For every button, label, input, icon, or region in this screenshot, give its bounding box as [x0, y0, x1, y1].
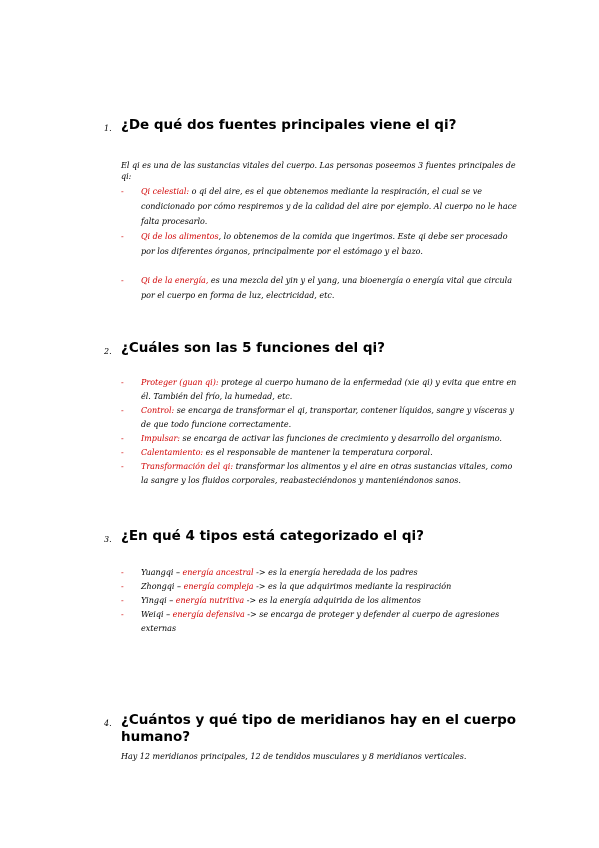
list-item-term: energía compleja	[183, 582, 254, 591]
list-item	[121, 608, 521, 635]
list-item-text: , lo obtenemos de la comida que ingerimos. Este qi debe ser procesado por los diferentes órganos, principalmente por el estómago y el bazo.	[141, 232, 508, 256]
list-item	[121, 460, 521, 487]
list-item-term: Impulsar:	[141, 434, 180, 443]
list-item-term: Qi de los alimentos	[141, 232, 219, 241]
list-item	[121, 566, 521, 580]
list-item-prefix: Yingqi –	[141, 596, 176, 605]
question-title: ¿De qué dos fuentes principales viene el qi?	[121, 117, 457, 133]
list-item-text: -> es la energía adquirida de los alimentos	[244, 596, 421, 605]
question-1-intro: El qi es una de las sustancias vitales del cuerpo. Las personas poseemos 3 fuentes principales de qi:	[121, 161, 516, 181]
list-item-text: protege al cuerpo humano de la enfermedad (xie qi) y evita que entre en él. También del frío, la humedad, etc.	[141, 378, 517, 401]
question-2	[104, 340, 524, 357]
question-title: ¿Cuántos y qué tipo de meridianos hay en el cuerpo humano?	[121, 712, 517, 745]
question-title: ¿Cuáles son las 5 funciones del qi?	[121, 340, 385, 356]
bullet-dash: -	[121, 434, 124, 443]
list-item-term: Proteger (guan qi):	[141, 378, 219, 387]
list-item	[121, 446, 521, 460]
list-item-term: Calentamiento:	[141, 448, 204, 457]
bullet-dash: -	[121, 187, 124, 196]
list-item-text: -> se encarga de proteger y defender al cuerpo de agresiones externas	[141, 610, 500, 633]
question-3	[104, 528, 524, 545]
list-item-text: se encarga de activar las funciones de crecimiento y desarrollo del organismo.	[179, 434, 502, 443]
list-item-text: es el responsable de mantener la temperatura corporal.	[203, 448, 433, 457]
list-item-text: o qi del aire, es el que obtenemos mediante la respiración, el cual se ve condicionado por cómo respiremos y de la calidad del aire por ejemplo. Al cuerpo no le hace falta procesarlo.	[141, 187, 517, 226]
list-item	[121, 229, 521, 259]
list-item	[121, 594, 521, 608]
bullet-dash: -	[121, 406, 124, 415]
list-item	[121, 376, 521, 403]
list-item-text: transformar los alimentos y el aire en otras sustancias vitales, como la sangre y los fluidos corporales, reabasteciéndonos y manteniéndonos sanos.	[141, 462, 513, 485]
question-4-answer: Hay 12 meridianos principales, 12 de tendidos musculares y 8 meridianos verticales.	[121, 752, 467, 761]
list-item-text: se encarga de transformar el qi, transportar, contener líquidos, sangre y vísceras y de que todo funcione correctamente.	[141, 406, 514, 429]
bullet-dash: -	[121, 378, 124, 387]
bullet-dash: -	[121, 448, 124, 457]
list-item-text: es una mezcla del yin y el yang, una bioenergía o energía vital que circula por el cuerpo en forma de luz, electricidad, etc.	[141, 276, 512, 300]
list-item	[121, 273, 521, 303]
question-number: 2.	[104, 347, 112, 356]
question-4	[104, 712, 524, 746]
bullet-dash: -	[121, 232, 124, 241]
question-number: 4.	[104, 719, 112, 728]
list-item-term: Control:	[141, 406, 175, 415]
list-item-text: -> es la energía heredada de los padres	[253, 568, 418, 577]
list-item-prefix: Yuangqi –	[141, 568, 183, 577]
question-1	[104, 117, 524, 134]
list-item-term: Transformación del qi:	[141, 462, 234, 471]
list-item	[121, 184, 521, 229]
list-item-term: Qi de la energía,	[141, 276, 209, 285]
list-item-term: energía defensiva	[172, 610, 245, 619]
bullet-dash: -	[121, 610, 124, 619]
bullet-dash: -	[121, 462, 124, 471]
list-item-term: energía nutritiva	[175, 596, 245, 605]
list-item-prefix: Zhongqi –	[141, 582, 184, 591]
list-item-prefix: Weiqi –	[141, 610, 173, 619]
bullet-dash: -	[121, 276, 124, 285]
question-number: 3.	[104, 535, 112, 544]
question-title: ¿En qué 4 tipos está categorizado el qi?	[121, 528, 424, 544]
list-item-text: -> es la que adquirimos mediante la respiración	[253, 582, 452, 591]
bullet-dash: -	[121, 568, 124, 577]
list-item	[121, 404, 521, 431]
list-item	[121, 432, 521, 446]
list-item-term: energía ancestral	[182, 568, 254, 577]
question-number: 1.	[104, 124, 112, 133]
bullet-dash: -	[121, 582, 124, 591]
bullet-dash: -	[121, 596, 124, 605]
list-item	[121, 580, 521, 594]
list-item-term: Qi celestial:	[141, 187, 190, 196]
